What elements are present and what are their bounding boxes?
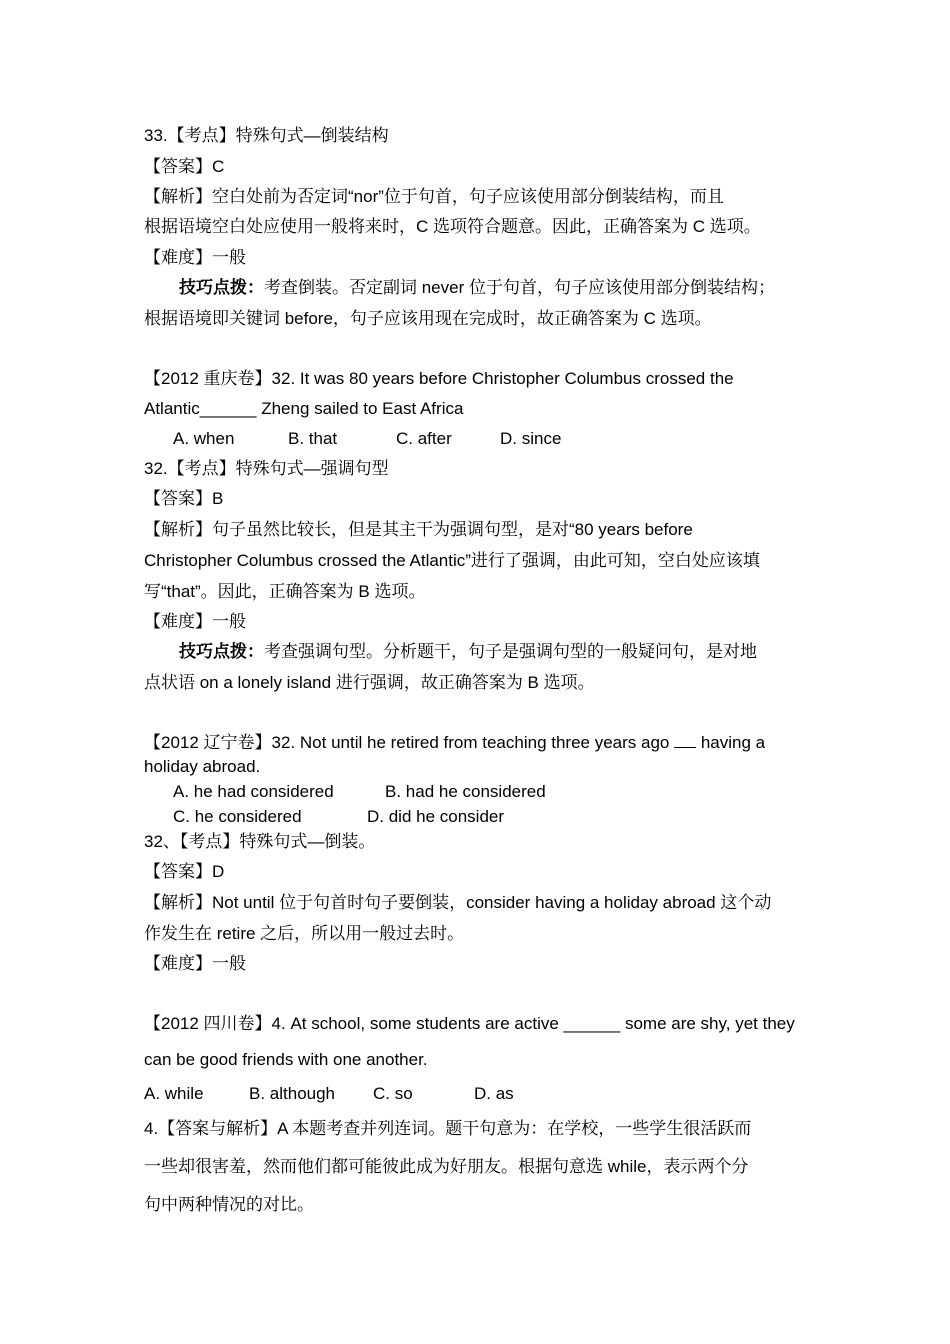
s2-tip-label: 技巧点拨： bbox=[179, 642, 264, 661]
s4-option-c: C. so bbox=[373, 1084, 413, 1103]
s2-question-2: Atlantic______ Zheng sailed to East Africa bbox=[144, 399, 464, 418]
s3-question-2: holiday abroad. bbox=[144, 757, 261, 776]
s3-difficulty: 【难度】一般 bbox=[144, 954, 246, 973]
s1-tip-2: 根据语境即关键词 before，句子应该用现在完成时，故正确答案为 C 选项。 bbox=[144, 309, 712, 328]
s3-question-1 bbox=[144, 731, 765, 755]
s1-analysis-1: 【解析】空白处前为否定词“nor”位于句首，句子应该使用部分倒装结构，而且 bbox=[144, 187, 724, 206]
s2-question-1: 【2012 重庆卷】32. It was 80 years before Christopher Columbus crossed the bbox=[144, 369, 734, 388]
s4-option-b: B. although bbox=[249, 1084, 336, 1103]
s3-option-d: D. did he consider bbox=[367, 807, 505, 826]
s2-tip-text: 考查强调句型。分析题干，句子是强调句型的一般疑问句，是对地 bbox=[264, 642, 757, 661]
s2-analysis-1: 【解析】句子虽然比较长，但是其主干为强调句型，是对“80 years before bbox=[144, 520, 693, 539]
s2-analysis-2: Christopher Columbus crossed the Atlantic”进行了强调，由此可知，空白处应该填 bbox=[144, 551, 760, 570]
s2-option-c: C. after bbox=[396, 429, 452, 448]
s4-analysis-3: 句中两种情况的对比。 bbox=[144, 1195, 314, 1214]
s2-topic: 32.【考点】特殊句式—强调句型 bbox=[144, 459, 389, 478]
s4-option-d: D. as bbox=[474, 1084, 514, 1103]
answer-blank bbox=[674, 733, 696, 748]
s2-analysis-3: 写“that”。因此，正确答案为 B 选项。 bbox=[144, 582, 426, 601]
s4-question-2: can be good friends with one another. bbox=[144, 1050, 428, 1069]
s3-answer: 【答案】D bbox=[144, 862, 225, 881]
s3-topic: 32、【考点】特殊句式—倒装。 bbox=[144, 832, 376, 851]
s4-question-1: 【2012 四川卷】4. At school, some students are active ______ some are shy, yet they bbox=[144, 1014, 795, 1033]
s2-tip-2: 点状语 on a lonely island 进行强调，故正确答案为 B 选项。 bbox=[144, 673, 595, 692]
s1-tip-label: 技巧点拨： bbox=[179, 278, 264, 297]
s2-answer: 【答案】B bbox=[144, 489, 224, 508]
s3-analysis-1: 【解析】Not until 位于句首时句子要倒装，consider having a holiday abroad 这个动 bbox=[144, 893, 772, 912]
s4-option-a: A. while bbox=[144, 1084, 204, 1103]
s2-option-a: A. when bbox=[173, 429, 235, 448]
s2-option-b: B. that bbox=[288, 429, 338, 448]
s3-option-c: C. he considered bbox=[173, 807, 302, 826]
s4-analysis-1: 4.【答案与解析】A 本题考查并列连词。题干句意为：在学校，一些学生很活跃而 bbox=[144, 1119, 752, 1138]
s3-analysis-2: 作发生在 retire 之后，所以用一般过去时。 bbox=[144, 924, 465, 943]
s2-option-d: D. since bbox=[500, 429, 562, 448]
s1-tip-text: 考查倒装。否定副词 never 位于句首，句子应该使用部分倒装结构； bbox=[264, 278, 775, 297]
s1-topic: 33.【考点】特殊句式—倒装结构 bbox=[144, 126, 389, 145]
s3-question-1a: 【2012 辽宁卷】32. Not until he retired from teaching three years ago bbox=[144, 733, 675, 752]
s3-question-1b: having a bbox=[696, 733, 766, 752]
s3-option-a: A. he had considered bbox=[173, 782, 334, 801]
s1-analysis-2: 根据语境空白处应使用一般将来时，C 选项符合题意。因此，正确答案为 C 选项。 bbox=[144, 217, 761, 236]
s1-difficulty: 【难度】一般 bbox=[144, 248, 246, 267]
s3-option-b: B. had he considered bbox=[385, 782, 546, 801]
s2-tip-1 bbox=[179, 640, 757, 664]
s1-tip-1 bbox=[179, 276, 775, 300]
s1-answer: 【答案】C bbox=[144, 157, 225, 176]
s4-analysis-2: 一些却很害羞，然而他们都可能彼此成为好朋友。根据句意选 while，表示两个分 bbox=[144, 1157, 749, 1176]
s2-difficulty: 【难度】一般 bbox=[144, 612, 246, 631]
